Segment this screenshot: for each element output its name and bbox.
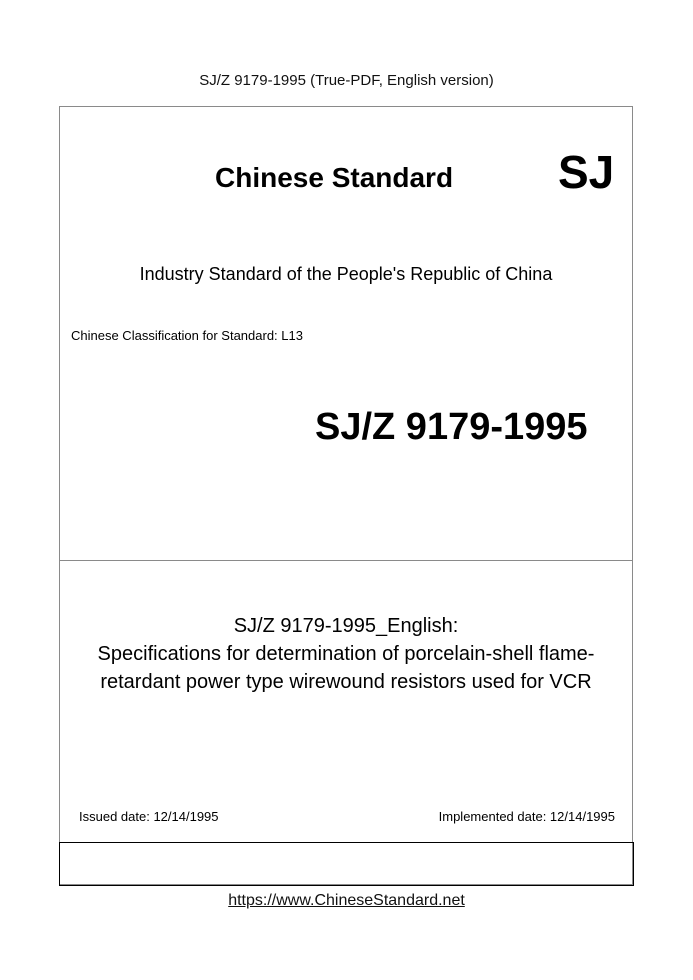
standard-type-title: Chinese Standard <box>215 162 454 193</box>
section-divider <box>59 560 633 561</box>
cover-frame <box>59 106 633 885</box>
issued-date: Issued date: 12/14/1995 <box>79 809 219 824</box>
standard-number: SJ/Z 9179-1995 <box>315 406 588 448</box>
description-block <box>59 612 633 696</box>
standard-code-abbrev: SJ <box>558 146 615 198</box>
implemented-date: Implemented date: 12/14/1995 <box>438 809 615 824</box>
empty-bottom-box <box>59 842 634 886</box>
classification-label: Chinese Classification for Standard: L13 <box>71 328 303 343</box>
description-line: SJ/Z 9179-1995_English: <box>233 615 459 637</box>
description-line: retardant power type wirewound resistors used for VCR <box>100 671 592 693</box>
industry-standard-line: Industry Standard of the People's Republic of China <box>139 264 553 284</box>
website-link[interactable]: https://www.ChineseStandard.net <box>228 892 465 909</box>
page-header: SJ/Z 9179-1995 (True-PDF, English version) <box>199 72 494 89</box>
description-line: Specifications for determination of porcelain-shell flame- <box>97 643 595 665</box>
